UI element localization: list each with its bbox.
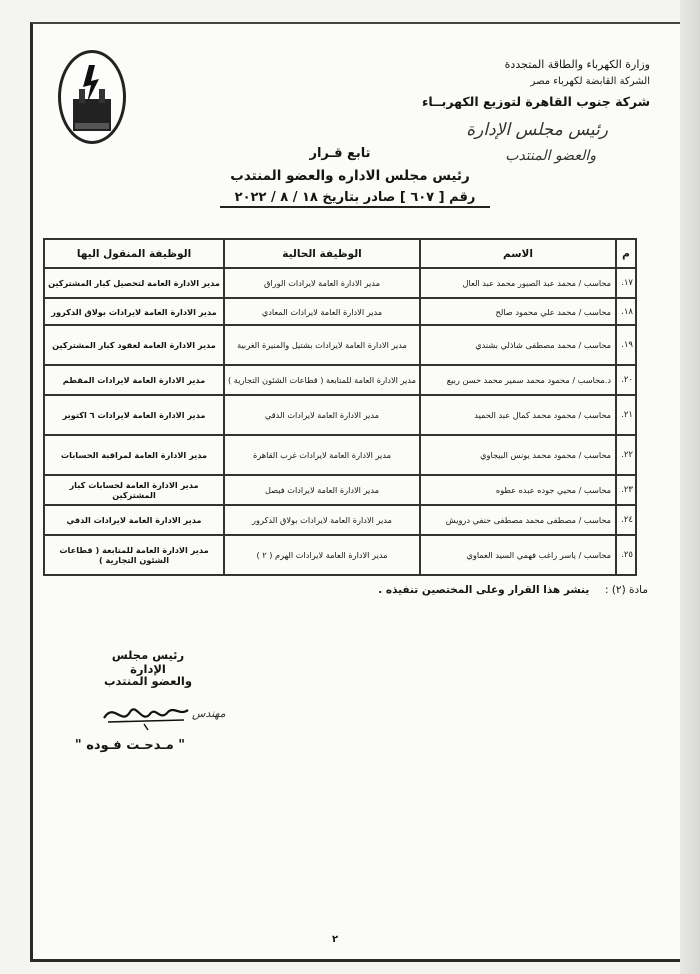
issuer-title: رئيس مجلس الاداره والعضو المنتدب — [230, 168, 470, 184]
table-row — [44, 435, 636, 475]
transfer-table — [43, 238, 637, 576]
new-job: مدير الادارة العامة للمتابعة ( قطاعات الشئون التجارية ) — [44, 535, 224, 575]
company-name: شركة جنوب القاهرة لتوزيع الكهربــاء — [422, 94, 650, 109]
decision-number-date: رقم [ ٦٠٧ ] صادر بتاريخ ١٨ / ٨ / ٢٠٢٢ — [220, 190, 490, 208]
holding-company-name: الشركة القابضة لكهرباء مصر — [530, 76, 650, 87]
employee-name: د.محاسب / محمود محمد سمير محمد حسن ربيع — [420, 365, 616, 395]
employee-name: محاسب / ياسر راغب فهمي السيد العماوي — [420, 535, 616, 575]
column-header-new-job: الوظيفة المنقول اليها — [44, 239, 224, 268]
table-row — [44, 475, 636, 505]
signatory-name: " مـدحـت فـوده " — [74, 738, 186, 753]
signatory-title-2: والعضو المنتدب — [103, 674, 192, 688]
current-job: مدير الادارة العامة لايرادات الهرم ( ٢ ) — [224, 535, 420, 575]
new-job: مدير الادارة العامة لايرادات ٦ اكتوبر — [44, 395, 224, 435]
column-header-number: م — [616, 239, 636, 268]
current-job: مدير الادارة العامة لايرادات الدقي — [224, 395, 420, 435]
new-job: مدير الادارة العامة لايرادات الدقي — [44, 505, 224, 535]
ministry-name: وزارة الكهرباء والطاقة المتجددة — [504, 58, 650, 71]
column-header-current-job: الوظيفة الحالية — [224, 239, 420, 268]
current-job: مدير الادارة العامة لايرادات غرب القاهرة — [224, 435, 420, 475]
page-number: ٢ — [332, 934, 339, 945]
table-row — [44, 505, 636, 535]
new-job: مدير الادارة العامة لتحصيل كبار المشتركين — [44, 268, 224, 298]
table-row — [44, 298, 636, 325]
column-header-name: الاسم — [420, 239, 616, 268]
table-row — [44, 535, 636, 575]
table-row — [44, 268, 636, 298]
employee-name: محاسب / مصطفى محمد مصطفى حنفي درويش — [420, 505, 616, 535]
row-number: ٢٠. — [616, 365, 636, 395]
row-number: ١٧. — [616, 268, 636, 298]
new-job: مدير الادارة العامة لمراقبة الحسابات — [44, 435, 224, 475]
handwritten-note-2: والعضو المنتدب — [505, 148, 596, 164]
signatory-prefix: مهندس — [192, 707, 226, 720]
row-number: ٢٤. — [616, 505, 636, 535]
row-number: ٢٢. — [616, 435, 636, 475]
current-job: مدير الادارة العامة للمتابعة ( قطاعات الشئون التجارية ) — [224, 365, 420, 395]
decision-continuation-title: تابع قـرار — [309, 146, 371, 161]
new-job: مدير الادارة العامة لعقود كبار المشتركين — [44, 325, 224, 365]
row-number: ٢١. — [616, 395, 636, 435]
row-number: ١٩. — [616, 325, 636, 365]
handwritten-note-1: رئيس مجلس الإدارة — [466, 120, 608, 140]
employee-name: محاسب / محمود محمد يونس البيجاوي — [420, 435, 616, 475]
new-job: مدير الادارة العامة لايرادات بولاق الدكرور — [44, 298, 224, 325]
employee-name: محاسب / محمد عبد الصبور محمد عبد العال — [420, 268, 616, 298]
current-job: مدير الادارة العامة لايرادات فيصل — [224, 475, 420, 505]
table-row — [44, 325, 636, 365]
signatory-title-1: رئيس مجلس الإدارة — [111, 648, 185, 676]
new-job: مدير الادارة العامة لايرادات المقطم — [44, 365, 224, 395]
current-job: مدير الادارة العامة لايرادات الوراق — [224, 268, 420, 298]
article-text: ينشر هذا القرار وعلى المختصين تنفيذه . — [378, 584, 590, 596]
employee-name: محاسب / محمد علي محمود صالح — [420, 298, 616, 325]
current-job: مدير الادارة العامة لايرادات بولاق الدكرور — [224, 505, 420, 535]
article-2 — [378, 584, 648, 596]
employee-name: محاسب / محيي جوده عبده عطوه — [420, 475, 616, 505]
row-number: ٢٥. — [616, 535, 636, 575]
table-row — [44, 365, 636, 395]
employee-name: محاسب / محمد مصطفى شاذلي بشندي — [420, 325, 616, 365]
company-logo — [58, 50, 126, 144]
article-label: مادة (٢) : — [604, 584, 648, 596]
table-header-row — [44, 239, 636, 268]
row-number: ٢٣. — [616, 475, 636, 505]
current-job: مدير الادارة العامة لايرادات المعادي — [224, 298, 420, 325]
table-row — [44, 395, 636, 435]
current-job: مدير الادارة العامة لايرادات بشتيل والمنيرة الغربية — [224, 325, 420, 365]
row-number: ١٨. — [616, 298, 636, 325]
new-job: مدير الادارة العامة لحسابات كبار المشتركين — [44, 475, 224, 505]
scan-edge — [680, 0, 700, 974]
handwritten-signature — [100, 696, 192, 734]
employee-name: محاسب / محمود محمد كمال عبد الحميد — [420, 395, 616, 435]
